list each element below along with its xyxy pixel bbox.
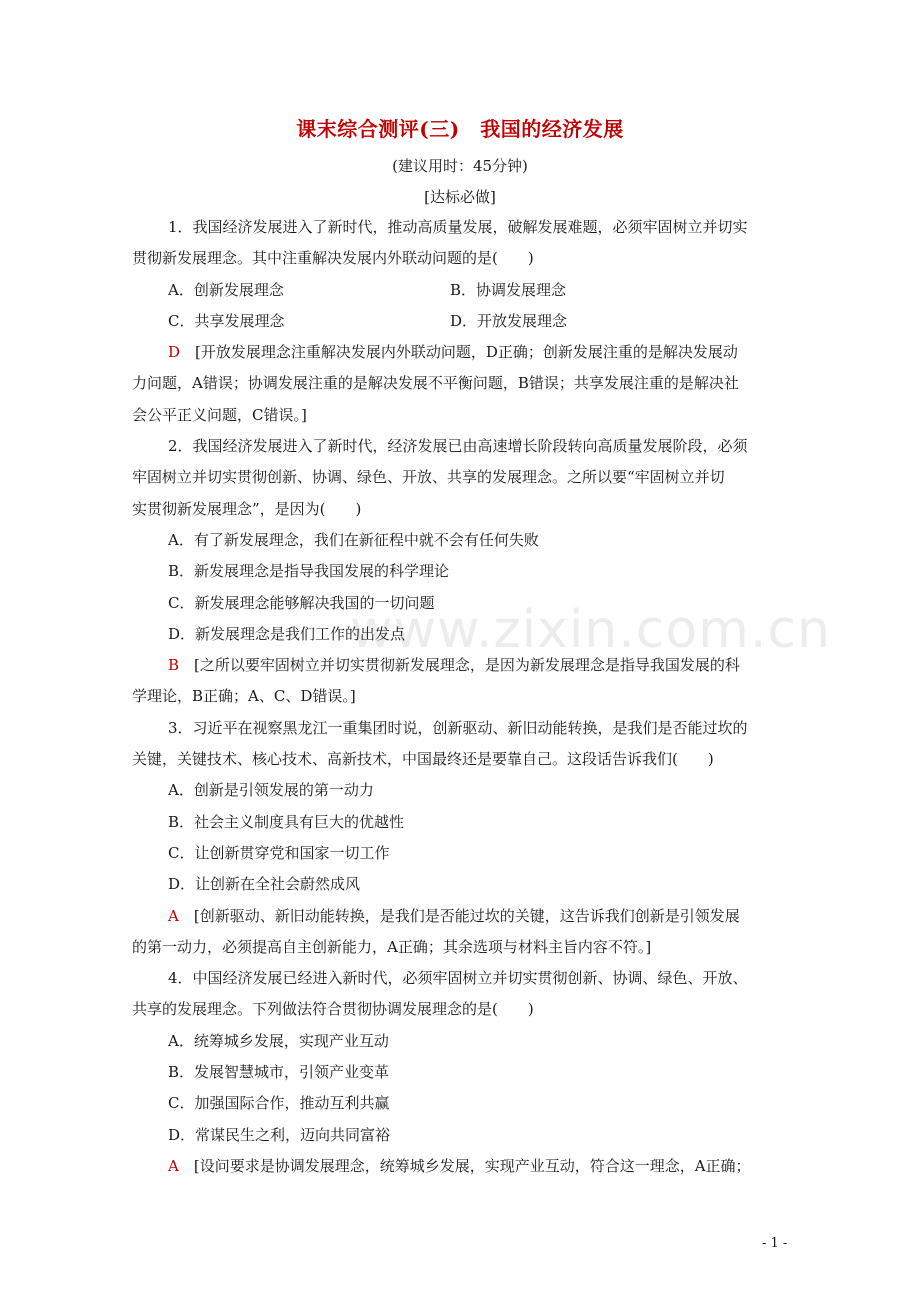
q1-explanation-line2: 力问题，A错误；协调发展注重的是解决发展不平衡问题，B错误；共享发展注重的是解决社 xyxy=(132,374,739,393)
q1-options-row2 xyxy=(132,306,792,337)
q4-option-a: A．统筹城乡发展，实现产业互动 xyxy=(168,1031,389,1050)
q2-stem-line2: 牢固树立并切实贯彻创新、协调、绿色、开放、共享的发展理念。之所以要“牢固树立并切 xyxy=(132,468,725,487)
q2-explanation-line1 xyxy=(132,650,792,681)
q1-option-b: B．协调发展理念 xyxy=(450,280,567,299)
q4-explanation-line1 xyxy=(132,1151,792,1182)
q3-option-c: C．让创新贯穿党和国家一切工作 xyxy=(168,843,390,862)
q1-answer: D xyxy=(168,343,181,362)
q4-answer: A xyxy=(168,1156,179,1175)
q3-option-a: A．创新是引领发展的第一动力 xyxy=(168,781,374,800)
q1-stem-line2: 贯彻新发展理念。其中注重解决发展内外联动问题的是( ) xyxy=(132,249,534,268)
watermark: www.zixin.com.cn xyxy=(350,600,831,660)
q4-option-d: D．常谋民生之利，迈向共同富裕 xyxy=(168,1125,391,1144)
q1-option-a: A．创新发展理念 xyxy=(168,280,284,299)
q4-stem-line1: 4．中国经济发展已经进入新时代，必须牢固树立并切实贯彻创新、协调、绿色、开放、 xyxy=(168,969,748,988)
q1-option-d: D．开放发展理念 xyxy=(450,311,568,330)
q4-stem-line2: 共享的发展理念。下列做法符合贯彻协调发展理念的是( ) xyxy=(132,1000,534,1019)
q1-stem-line1: 1．我国经济发展进入了新时代，推动高质量发展，破解发展难题，必须牢固树立并切实 xyxy=(168,218,748,236)
q1-explanation-line3: 会公平正义问题，C错误。] xyxy=(132,405,307,424)
q3-stem-line2: 关键，关键技术、核心技术、高新技术，中国最终还是要靠自己。这段话告诉我们( ) xyxy=(132,750,714,769)
q3-option-b: B．社会主义制度具有巨大的优越性 xyxy=(168,812,405,831)
page-number: - 1 - xyxy=(762,1236,788,1251)
q2-option-c: C．新发展理念能够解决我国的一切问题 xyxy=(168,593,435,612)
question-list xyxy=(132,212,792,1182)
q2-option-a: A．有了新发展理念，我们在新征程中就不会有任何失败 xyxy=(168,530,539,549)
page-title: 课末综合测评(三) 我国的经济发展 xyxy=(296,117,624,141)
q3-explanation-text1: [创新驱动、新旧动能转换，是我们是否能过坎的关键，这告诉我们创新是引领发展 xyxy=(178,906,740,925)
q3-answer: A xyxy=(168,906,179,925)
q3-option-d: D．让创新在全社会蔚然成风 xyxy=(168,875,361,894)
q4-explanation-text1: [设问要求是协调发展理念，统筹城乡发展，实现产业互动，符合这一理念，A正确； xyxy=(178,1156,751,1175)
q2-stem-line1: 2．我国经济发展进入了新时代，经济发展已由高速增长阶段转向高质量发展阶段，必须 xyxy=(168,437,748,456)
q2-option-d: D．新发展理念是我们工作的出发点 xyxy=(168,624,406,643)
q2-explanation-text1: [之所以要牢固树立并切实贯彻新发展理念，是因为新发展理念是指导我国发展的科 xyxy=(179,656,740,675)
q2-stem-line3: 实贯彻新发展理念”，是因为( ) xyxy=(132,499,362,518)
q1-explanation-line1 xyxy=(132,337,792,368)
q3-explanation-line1 xyxy=(132,901,792,932)
q4-option-c: C．加强国际合作，推动互利共赢 xyxy=(168,1094,390,1113)
q3-stem-line1: 3．习近平在视察黑龙江一重集团时说，创新驱动、新旧动能转换，是我们是否能过坎的 xyxy=(168,718,748,737)
q3-explanation-line2: 的第一动力，必须提高自主创新能力，A正确；其余选项与材料主旨内容不符。] xyxy=(132,937,652,956)
q4-option-b: B．发展智慧城市，引领产业变革 xyxy=(168,1063,390,1082)
q2-option-b: B．新发展理念是指导我国发展的科学理论 xyxy=(168,562,450,581)
q1-options-row1 xyxy=(132,275,792,306)
section-label: [达标必做] xyxy=(424,188,496,206)
q1-option-c: C．共享发展理念 xyxy=(168,311,285,330)
suggested-time: (建议用时：45分钟) xyxy=(392,157,528,175)
q1-explanation-text1: [开放发展理念注重解决发展内外联动问题，D正确；创新发展注重的是解决发展动 xyxy=(180,343,738,362)
q2-explanation-line2: 学理论，B正确；A、C、D错误。] xyxy=(132,687,356,706)
q2-answer: B xyxy=(168,656,180,675)
